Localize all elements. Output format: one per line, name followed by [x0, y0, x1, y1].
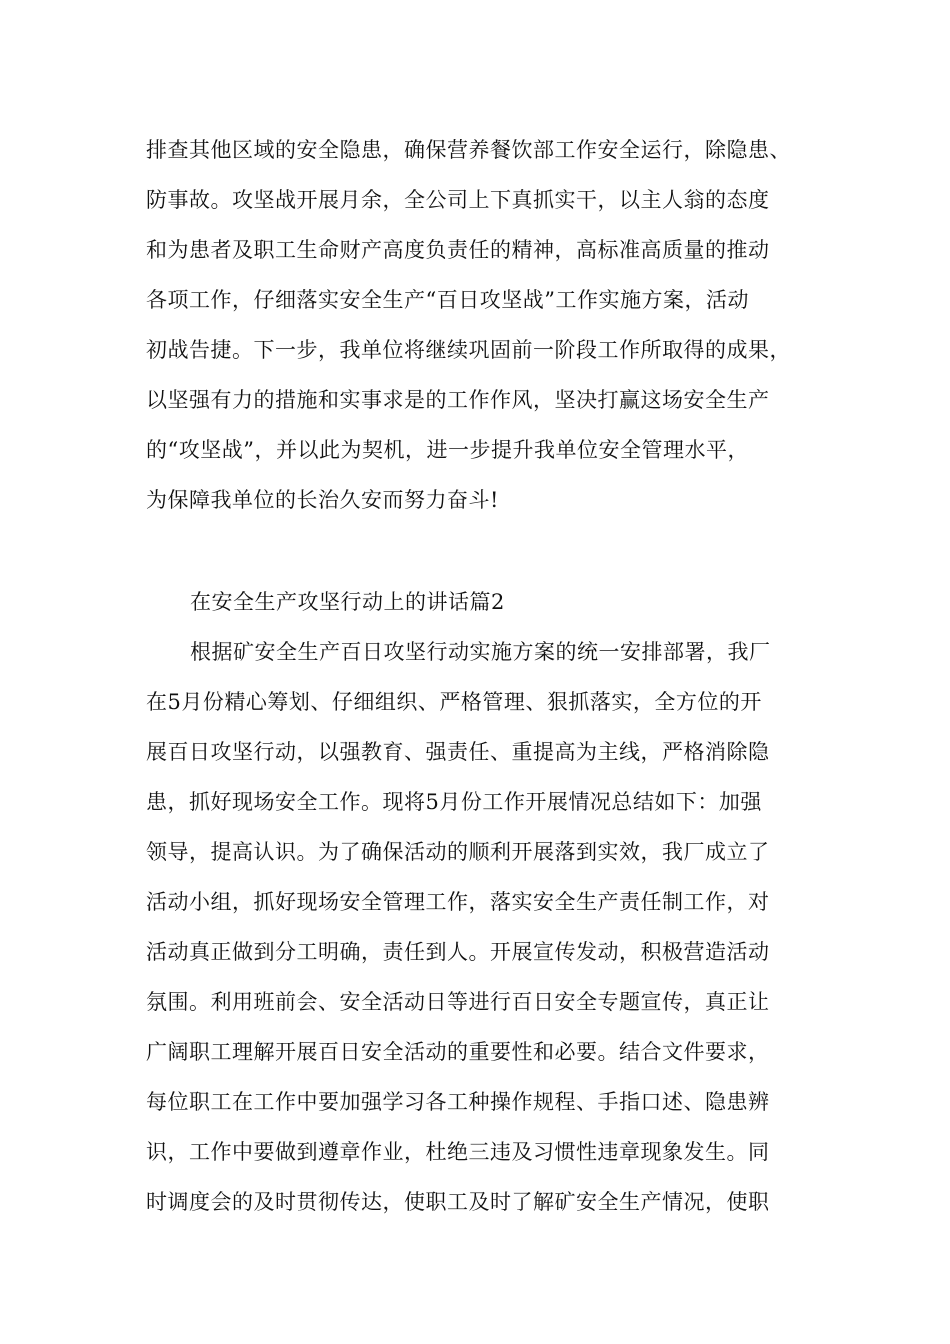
paragraph-2-line-8: 氛围。利用班前会、安全活动日等进行百日安全专题宣传，真正让 [146, 990, 770, 1014]
paragraph-2-line-12: 时调度会的及时贯彻传达，使职工及时了解矿安全生产情况，使职 [146, 1190, 770, 1214]
paragraph-2-line-4: 患，抓好现场安全工作。现将5月份工作开展情况总结如下：加强 [146, 790, 762, 814]
paragraph-2-line-3: 展百日攻坚行动，以强教育、强责任、重提高为主线，严格消除隐 [146, 740, 770, 764]
paragraph-2-line-5: 领导，提高认识。为了确保活动的顺利开展落到实效，我厂成立了 [146, 840, 770, 864]
paragraph-1-line-2: 防事故。攻坚战开展月余，全公司上下真抓实干，以主人翁的态度 [146, 188, 770, 212]
paragraph-2-line-10: 每位职工在工作中要加强学习各工种操作规程、手指口述、隐患辨 [146, 1090, 770, 1114]
paragraph-1-line-5: 初战告捷。下一步，我单位将继续巩固前一阶段工作所取得的成果， [146, 338, 791, 362]
paragraph-2-line-11: 识，工作中要做到遵章作业，杜绝三违及习惯性违章现象发生。同 [146, 1140, 770, 1164]
paragraph-2-line-2: 在5月份精心筹划、仔细组织、严格管理、狠抓落实，全方位的开 [146, 690, 762, 714]
paragraph-2-line-9: 广阔职工理解开展百日安全活动的重要性和必要。结合文件要求， [146, 1040, 770, 1064]
paragraph-1-line-1: 排查其他区域的安全隐患，确保营养餐饮部工作安全运行，除隐患、 [146, 138, 791, 162]
paragraph-1-line-6: 以坚强有力的措施和实事求是的工作作风，坚决打赢这场安全生产 [146, 388, 770, 412]
paragraph-2-line-7: 活动真正做到分工明确，责任到人。开展宣传发动，积极营造活动 [146, 940, 770, 964]
paragraph-1-line-4: 各项工作，仔细落实安全生产“百日攻坚战”工作实施方案，活动 [146, 288, 749, 312]
paragraph-2-line-6: 活动小组，抓好现场安全管理工作，落实安全生产责任制工作，对 [146, 890, 770, 914]
paragraph-1-line-3: 和为患者及职工生命财产高度负责任的精神，高标准高质量的推动 [146, 238, 770, 262]
paragraph-1-line-7: 的“攻坚战”，并以此为契机，进一步提升我单位安全管理水平， [146, 438, 749, 462]
paragraph-1-line-8: 为保障我单位的长治久安而努力奋斗! [146, 488, 499, 512]
paragraph-2-line-1: 根据矿安全生产百日攻坚行动实施方案的统一安排部署，我厂 [190, 640, 771, 664]
section-title: 在安全生产攻坚行动上的讲话篇2 [190, 590, 505, 614]
